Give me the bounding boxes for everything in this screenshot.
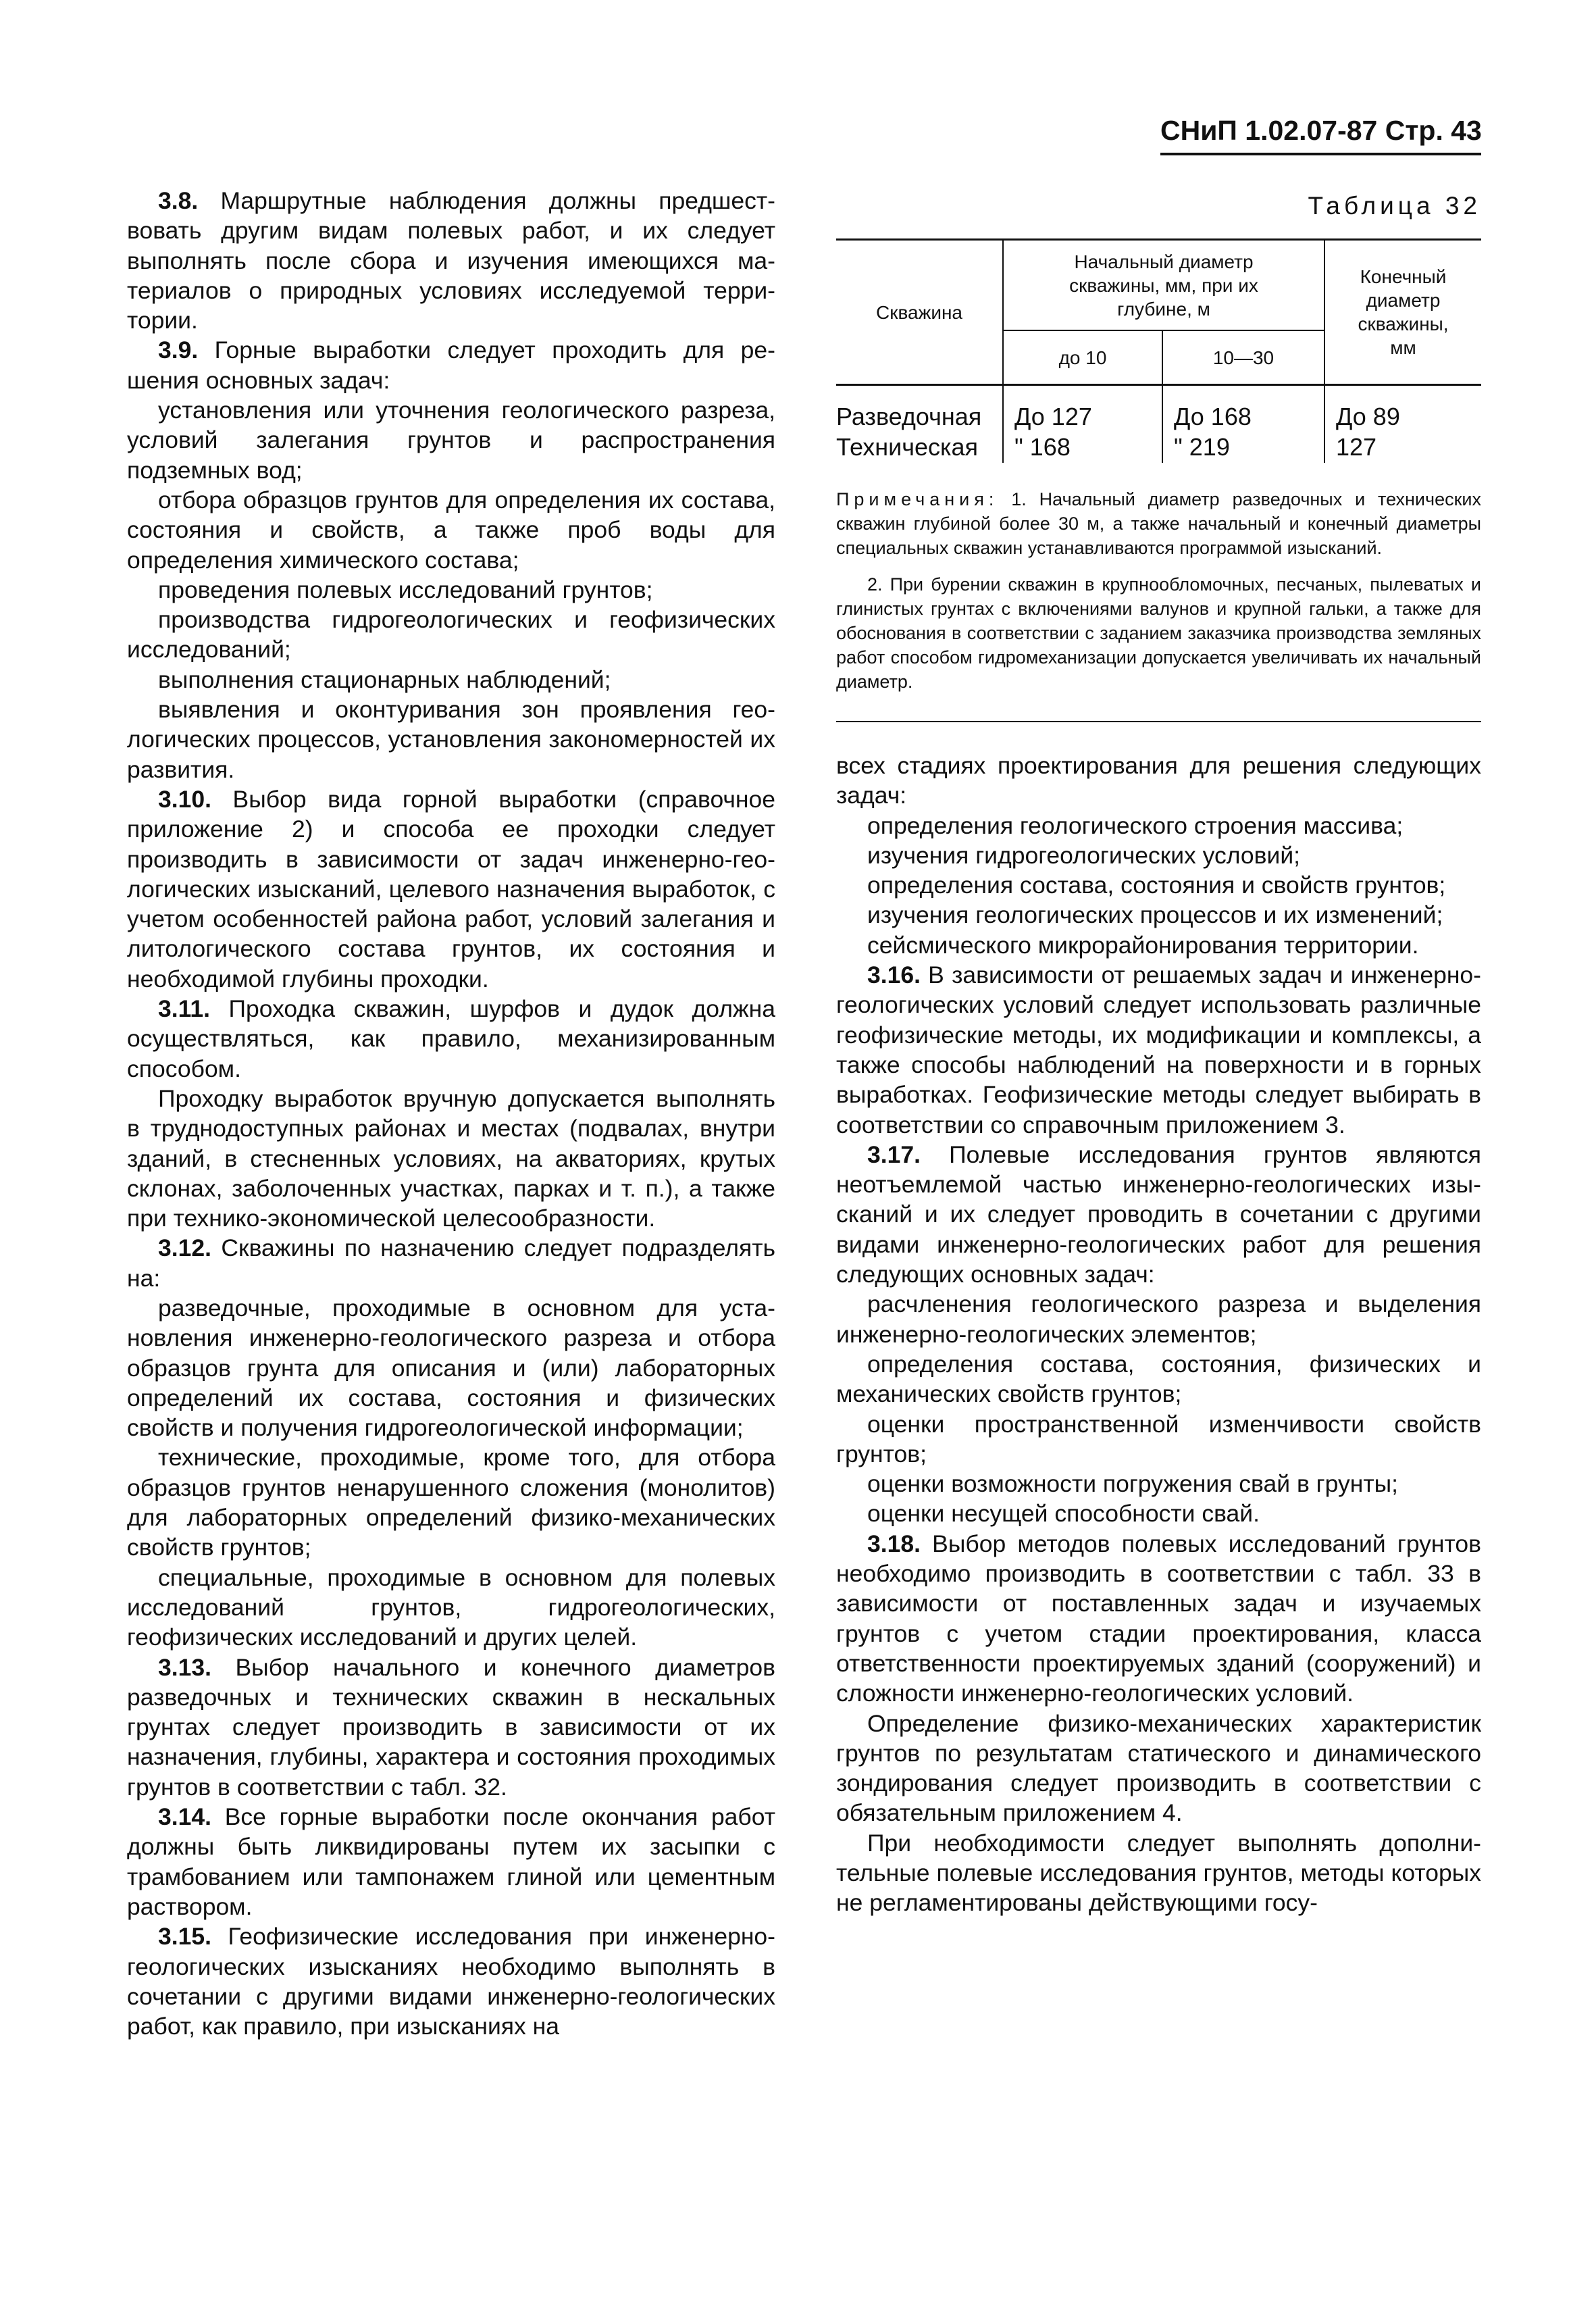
- header-initial-diameter: Начальный диаметр скважины, мм, при их глубине, м: [1003, 240, 1324, 331]
- clause-number: 3.14.: [158, 1803, 211, 1831]
- paragraph: [836, 1289, 1481, 1349]
- header-well: Скважина: [836, 240, 1003, 385]
- paragraph-text: Маршрутные наблюдения должны предшествовать другим видам полевых работ, и их следует выполнять после сбора и изучения имеющихся материалов о природных условиях исследуемой территории.: [127, 187, 775, 334]
- paragraph: [127, 1293, 775, 1442]
- note-1-text: 1. Начальный диаметр разведочных и технических скважин глубиной более 30 м, а также начальный и конечный диаметры специальных скважин устанавливаются программой изысканий.: [836, 489, 1481, 558]
- paragraph: [836, 900, 1481, 930]
- header-depth-10-30: 10—30: [1162, 330, 1324, 385]
- table-cell: Разведочная: [836, 403, 982, 430]
- paragraph: [836, 1349, 1481, 1409]
- table-cell: До 127: [1003, 385, 1162, 433]
- table-cell: 127: [1324, 432, 1481, 463]
- paragraph: [127, 395, 775, 485]
- clause-number: 3.10.: [158, 785, 211, 813]
- header-depth-to-10: до 10: [1003, 330, 1162, 385]
- paragraph-text: Все горные выработки после окончания работ должны быть ликвидированы путем их засыпки с трамбованием или тампонажем глиной или цементным раствором.: [127, 1803, 775, 1920]
- paragraph-text: Полевые исследования грунтов являются неотъемлемой частью инженерно-геологических изысканий и их следует проводить в сочетании с другими видами инженерно-геологических работ для решения следующих основных задач:: [836, 1140, 1481, 1288]
- clause-number: 3.17.: [867, 1140, 921, 1168]
- paragraph-text: проведения полевых исследований грунтов;: [158, 576, 653, 603]
- paragraph-text: выполнения стационарных наблюдений;: [158, 665, 611, 693]
- paragraph: [836, 930, 1481, 960]
- paragraph: [127, 695, 775, 784]
- paragraph: [836, 751, 1481, 811]
- table-cell: До 168: [1162, 385, 1324, 433]
- paragraph: [127, 1563, 775, 1653]
- clause-number: 3.9.: [158, 336, 199, 364]
- paragraph-text: Выбор методов полевых исследований грунтов необходимо производить в соответствии с табл. 33 в зависимости от поставленных задач и изучаемых грунтов с учетом стадии проектирования, класса ответственности проектируемых зданий (сооружений) и сложности инженерно-геологических условий.: [836, 1530, 1481, 1707]
- paragraph-text: всех стадиях проектирования для решения следующих задач:: [836, 752, 1481, 809]
- paragraph: [836, 1499, 1481, 1528]
- table-cell: Техническая: [836, 433, 979, 461]
- paragraph-text: Проходку выработок вручную допускается выполнять в труднодоступных районах и местах (подвалах, внутри зданий, в стесненных условиях, на акваториях, крутых склонах, заболоченных участках, парках и т. п.), а также при технико-экономической целесообразности.: [127, 1084, 775, 1232]
- paragraph: [127, 1653, 775, 1802]
- paragraph-text: выявления и оконтуривания зон проявления геологических процессов, установления закономерностей их развития.: [127, 696, 775, 783]
- paragraph-text: Проходка скважин, шурфов и дудок должна осуществляться, как правило, механизированным способом.: [127, 995, 775, 1082]
- right-column: [836, 186, 1481, 1918]
- right-column-text: [836, 751, 1481, 1918]
- paragraph: [836, 1529, 1481, 1709]
- table-caption: Таблица 32: [1308, 192, 1481, 220]
- paragraph-text: Выбор вида горной выработки (справочное приложение 2) и способа ее проходки следует производить в зависимости от задач инженерно-геологических изысканий, целевого назначения выработок, с учетом особенностей района работ, условий залегания и литологического состава грунтов, их состояния и необходимой глубины проходки.: [127, 785, 775, 992]
- paragraph: [836, 1828, 1481, 1918]
- paragraph-text: При необходимости следует выполнять дополнительные полевые исследования грунтов, методы которых не регламентированы действующими госу-: [836, 1829, 1481, 1917]
- paragraph: [127, 605, 775, 665]
- table-cell: " 219: [1162, 432, 1324, 463]
- paragraph: [836, 1140, 1481, 1289]
- paragraph: [127, 485, 775, 575]
- clause-number: 3.16.: [867, 961, 921, 989]
- header-final-diameter: Конечный диаметр скважины, мм: [1324, 240, 1481, 385]
- clause-number: 3.13.: [158, 1653, 211, 1681]
- paragraph-text: установления или уточнения геологического разреза, условий залегания грунтов и распространения подземных вод;: [127, 397, 775, 484]
- paragraph: [127, 575, 775, 605]
- paragraph-text: Выбор начального и конечного диаметров разведочных и технических скважин в нескальных грунтах следует производить в зависимости от их назначения, глубины, характера и состояния проходимых грунтов в соответствии с табл. 32.: [127, 1653, 775, 1801]
- paragraph: [836, 1469, 1481, 1499]
- clause-number: 3.18.: [867, 1530, 921, 1557]
- paragraph-text: изучения гидрогеологических условий;: [867, 841, 1301, 869]
- paragraph: [836, 1709, 1481, 1828]
- paragraph: [127, 1921, 775, 2041]
- clause-number: 3.12.: [158, 1234, 211, 1262]
- paragraph-text: технические, проходимые, кроме того, для отбора образцов грунтов ненарушенного сложения (монолитов) для лабораторных определений физико-механических свойств грунтов;: [127, 1444, 775, 1561]
- table-cell: " 168: [1003, 432, 1162, 463]
- notes-divider: [836, 721, 1481, 722]
- paragraph: [127, 1442, 775, 1562]
- paragraph: [127, 1084, 775, 1233]
- paragraph-text: оценки несущей способности свай.: [867, 1500, 1260, 1528]
- paragraph: [836, 870, 1481, 900]
- paragraph: [127, 1233, 775, 1293]
- note-2: 2. При бурении скважин в крупнообломочных, песчаных, пылеватых и глинистых грунтах с включениями валунов и крупной гальки, а также для обоснования в соответствии с заданием заказчика производства земляных работ способом гидромеханизации допускается увеличивать их начальный диаметр.: [836, 574, 1481, 692]
- header-rule: [1160, 153, 1481, 155]
- paragraph: [127, 994, 775, 1084]
- table-cell: До 89: [1324, 385, 1481, 433]
- paragraph: [127, 186, 775, 335]
- paragraph-text: производства гидрогеологических и геофизических исследований;: [127, 606, 775, 663]
- paragraph-text: оценки возможности погружения свай в грунты;: [867, 1470, 1398, 1498]
- paragraph-text: сейсмического микрорайонирования территории.: [867, 931, 1419, 959]
- left-column: [127, 186, 775, 2041]
- paragraph-text: определения геологического строения массива;: [867, 811, 1404, 839]
- paragraph-text: определения состава, состояния, физических и механических свойств грунтов;: [836, 1350, 1481, 1408]
- paragraph-text: изучения геологических процессов и их изменений;: [867, 901, 1443, 929]
- paragraph: [836, 840, 1481, 870]
- paragraph-text: В зависимости от решаемых задач и инженерно-геологических условий следует использовать различные геофизические методы, их модификации и комплексы, а также способы наблюдений на поверхности и в горных выработках. Геофизические методы следует выбирать в соответствии со справочным приложением 3.: [836, 961, 1481, 1138]
- paragraph: [836, 811, 1481, 840]
- paragraph-text: определения состава, состояния и свойств грунтов;: [867, 872, 1446, 899]
- paragraph-text: расчленения геологического разреза и выделения инженерно-геологических элементов;: [836, 1290, 1481, 1348]
- page-header: СНиП 1.02.07-87 Стр. 43: [1160, 115, 1482, 146]
- table-notes: [836, 487, 1481, 694]
- table-row: [836, 385, 1481, 433]
- paragraph: [127, 335, 775, 395]
- paragraph: [127, 784, 775, 994]
- clause-number: 3.15.: [158, 1923, 211, 1951]
- table-32: [836, 238, 1481, 463]
- clause-number: 3.11.: [158, 995, 210, 1023]
- paragraph: [127, 1802, 775, 1921]
- paragraph-text: Скважины по назначению следует подразделять на:: [127, 1234, 775, 1292]
- paragraph: [836, 1409, 1481, 1469]
- paragraph: [127, 665, 775, 695]
- paragraph-text: Геофизические исследования при инженерно-геологических изысканиях необходимо выполнять в сочетании с другими видами инженерно-геологических работ, как правило, при изысканиях на: [127, 1923, 775, 2040]
- paragraph-text: разведочные, проходимые в основном для установления инженерно-геологического разреза и отбора образцов грунта для описания и (или) лабораторных определений их состава, состояния и физических свойств и получения гидрогеологической информации;: [127, 1294, 775, 1442]
- clause-number: 3.8.: [158, 187, 199, 214]
- paragraph-text: оценки пространственной изменчивости свойств грунтов;: [836, 1410, 1481, 1467]
- notes-label: Примечания:: [836, 489, 999, 509]
- note-1: [836, 487, 1481, 560]
- paragraph: [836, 960, 1481, 1140]
- table-row: [836, 432, 1481, 463]
- paragraph-text: специальные, проходимые в основном для полевых исследований грунтов, гидрогеологических, геофизических исследований и других целей.: [127, 1563, 775, 1651]
- paragraph-text: Определение физико-механических характеристик грунтов по результатам статического и динамического зондирования следует производить в соответствии с обязательным приложением 4.: [836, 1709, 1481, 1827]
- paragraph-text: отбора образцов грунтов для определения их состава, состояния и свойств, а также проб воды для определения химического состава;: [127, 486, 775, 574]
- paragraph-text: Горные выработки следует проходить для решения основных задач:: [127, 336, 775, 394]
